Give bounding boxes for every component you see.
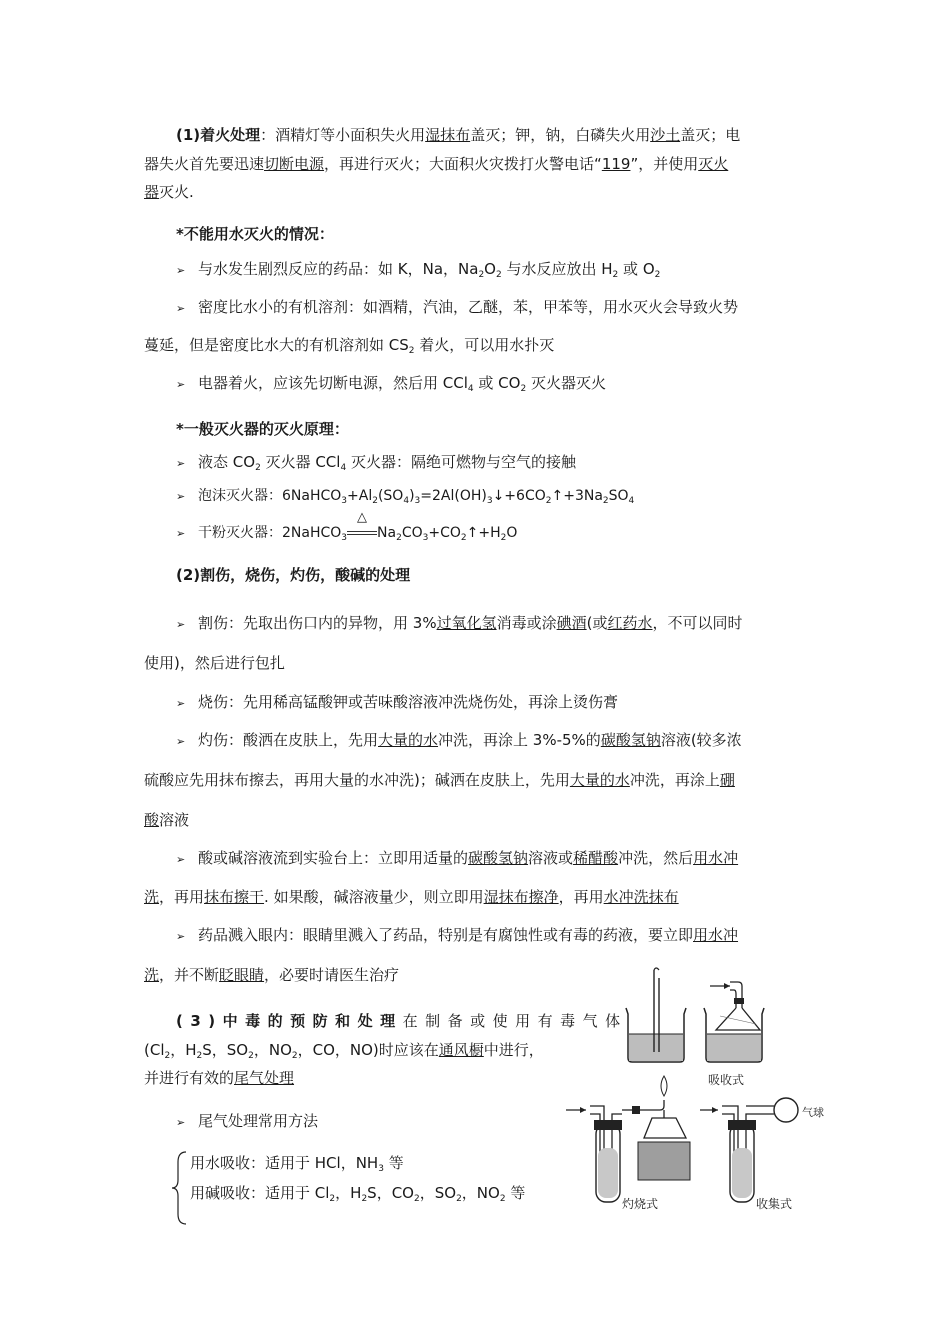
poison-line-3 — [144, 1067, 294, 1089]
subscript: 3 — [341, 533, 348, 543]
subscript: 2 — [499, 1194, 506, 1204]
absorb-label: 吸收式 — [708, 1073, 745, 1087]
underlined-term: 湿抹布 — [425, 126, 471, 144]
extinguisher-heading: *一般灭火器的灭火原理： — [176, 420, 349, 438]
formula: Na — [377, 525, 397, 541]
no-water-item-3 — [176, 372, 606, 396]
underlined-term: 用水冲 — [693, 926, 739, 944]
text: ，H — [170, 1041, 197, 1059]
underlined-term: 灭火 — [698, 155, 729, 173]
underlined-term: 尾气处理 — [234, 1069, 295, 1087]
subscript: 2 — [520, 384, 527, 394]
underlined-term: 水冲洗抹布 — [603, 888, 679, 906]
text: S，CO — [367, 1184, 414, 1202]
fire-handling-line-3 — [144, 181, 194, 203]
curly-brace-icon — [170, 1150, 190, 1226]
text: 酸或碱溶液流到实验台上：立即用适量的 — [198, 849, 469, 867]
subscript: 3 — [414, 496, 421, 506]
text: ，不可以同时 — [652, 614, 743, 632]
text: 与水发生剧烈反应的药品：如 K，Na，Na — [198, 260, 479, 278]
underlined-term: 湿抹布擦净 — [483, 888, 559, 906]
text: 着火，可以用水扑灭 — [414, 336, 555, 354]
text: 或 O — [618, 260, 655, 278]
underlined-term: 碘酒 — [556, 614, 587, 632]
no-water-item-2a — [176, 296, 738, 320]
formula: O — [506, 525, 518, 541]
text: (Cl — [144, 1041, 165, 1059]
subscript: 4 — [467, 384, 474, 394]
text: S，SO — [202, 1041, 249, 1059]
extinguisher-item-1 — [176, 451, 576, 475]
formula: =2Al(OH) — [420, 488, 487, 504]
subscript: 2 — [545, 496, 552, 506]
no-water-item-2b — [144, 334, 554, 356]
subscript: 2 — [612, 270, 619, 280]
spill-line-1 — [176, 847, 738, 871]
absorption-beaker-funnel — [704, 982, 764, 1062]
text: ”，并使用 — [630, 155, 699, 173]
text: 用碱吸收：适用于 Cl — [190, 1184, 330, 1202]
fire-handling-line-2 — [144, 153, 728, 175]
acid-burn-line-2 — [144, 769, 735, 791]
text: 泡沫灭火器： — [198, 488, 282, 504]
underlined-term: 通风橱 — [438, 1041, 484, 1059]
arrow-bullet-icon: ➢ — [176, 618, 186, 631]
subscript: 2 — [164, 1051, 171, 1061]
text: 并进行有效的 — [144, 1069, 235, 1087]
text: 在制备或使用有毒气体 — [402, 1012, 628, 1030]
formula: 2NaHCO — [282, 525, 342, 541]
section-2-heading: (2)割伤，烧伤，灼伤，酸碱的处理 — [176, 566, 411, 584]
section-1-heading: (1)着火处理 — [176, 126, 261, 144]
formula: 6NaHCO — [282, 488, 342, 504]
underlined-term: 切断电源 — [264, 155, 325, 173]
subscript: 2 — [495, 270, 502, 280]
text: ，CO，NO)时应该在 — [297, 1041, 439, 1059]
text: 蔓延，但是密度比水大的有机溶剂如 CS — [144, 336, 409, 354]
acid-burn-line-3 — [144, 809, 189, 831]
text: 等 — [505, 1184, 526, 1202]
subscript: 2 — [291, 1051, 298, 1061]
text: 器失火首先要迅速 — [144, 155, 265, 173]
text: 用水吸收：适用于 HCl，NH — [190, 1154, 379, 1172]
subscript: 2 — [602, 496, 609, 506]
eye-line-2 — [144, 964, 399, 986]
poison-line-2 — [144, 1039, 544, 1061]
underlined-term: 碳酸氢钠 — [600, 731, 661, 749]
text: ，必要时请医生治疗 — [264, 966, 400, 984]
burn-label: 灼烧式 — [622, 1197, 659, 1211]
exhaust-apparatus-figure — [560, 960, 824, 1220]
text: 干粉灭火器： — [198, 525, 282, 541]
formula: ↑+H — [466, 525, 501, 541]
formula: ↓+6CO — [492, 488, 546, 504]
subscript: 2 — [361, 1194, 368, 1204]
text: 冲洗，再涂上 3%-5%的 — [438, 731, 601, 749]
underlined-term: 碳酸氢钠 — [468, 849, 529, 867]
subscript: 2 — [255, 463, 261, 473]
underlined-term: 酸 — [144, 811, 160, 829]
subscript: 2 — [396, 533, 402, 543]
underlined-term: 红药水 — [607, 614, 653, 632]
no-water-item-1 — [176, 258, 660, 282]
underlined-term: 洗 — [144, 888, 160, 906]
eye-line-1 — [176, 924, 738, 948]
cut-line-2: 使用)，然后进行包扎 — [144, 654, 285, 672]
underlined-term: 119 — [601, 155, 631, 173]
text: 冲洗，然后 — [618, 849, 694, 867]
underlined-term: 器 — [144, 183, 160, 201]
text: 溶液 — [159, 811, 190, 829]
subscript: 3 — [378, 1164, 384, 1174]
arrow-bullet-icon: ➢ — [176, 853, 186, 866]
text: O — [484, 260, 496, 278]
text: 烧伤：先用稀高锰酸钾或苦味酸溶液冲洗烧伤处，再涂上烫伤膏 — [198, 693, 619, 711]
underlined-term: 用水冲 — [693, 849, 739, 867]
text: 灼伤：酸洒在皮肤上，先用 — [198, 731, 379, 749]
arrow-bullet-icon: ➢ — [176, 735, 186, 748]
text: ，NO — [461, 1184, 500, 1202]
formula: (SO — [377, 488, 404, 504]
text: 电器着火，应该先切断电源，然后用 CCl — [198, 374, 468, 392]
collect-label: 收集式 — [756, 1197, 793, 1211]
extinguisher-item-2 — [176, 485, 634, 508]
text: 等 — [383, 1154, 404, 1172]
text: ：酒精灯等小面积失火用 — [260, 126, 426, 144]
text: ，并不断 — [159, 966, 220, 984]
subscript: 2 — [456, 1194, 462, 1204]
subscript: 3 — [422, 533, 429, 543]
text: 药品溅入眼内：眼睛里溅入了药品，特别是有腐蚀性或有毒的药液，要立即 — [198, 926, 694, 944]
text: 或 CO — [473, 374, 521, 392]
text: 冲洗，再涂上 — [629, 771, 720, 789]
arrow-bullet-icon: ➢ — [176, 490, 186, 503]
collecting-apparatus — [700, 1098, 798, 1202]
arrow-bullet-icon: ➢ — [176, 527, 186, 540]
arrow-bullet-icon: ➢ — [176, 302, 186, 315]
underlined-term: 稀醋酸 — [573, 849, 619, 867]
text: ，再进行灭火；大面积火灾拨打火警电话“ — [324, 155, 602, 173]
text: ，SO — [419, 1184, 457, 1202]
text: 与水反应放出 H — [501, 260, 613, 278]
base-absorption-line — [190, 1182, 525, 1204]
subscript: 3 — [486, 496, 493, 506]
text: ，H — [335, 1184, 362, 1202]
subscript: 2 — [460, 533, 467, 543]
subscript: 2 — [500, 533, 507, 543]
text: 硫酸应先用抹布擦去，再用大量的水冲洗)；碱洒在皮肤上，先用 — [144, 771, 570, 789]
spill-line-2 — [144, 886, 679, 908]
text: 灭火. — [159, 183, 194, 201]
underlined-term: 硼 — [719, 771, 735, 789]
text: 盖灭；电 — [680, 126, 741, 144]
cut-line-1 — [176, 612, 743, 636]
fire-handling-line-1 — [176, 124, 740, 146]
formula: CO — [401, 525, 423, 541]
burning-apparatus — [566, 1076, 690, 1202]
text: 密度比水小的有机溶剂：如酒精，汽油，乙醚，苯，甲苯等，用水灭火会导致火势 — [198, 298, 739, 316]
exhaust-methods-line — [176, 1110, 318, 1134]
formula: ↑+3Na — [551, 488, 603, 504]
arrow-bullet-icon: ➢ — [176, 697, 186, 710]
text: ，再用 — [159, 888, 205, 906]
heat-icon: △ — [357, 510, 368, 525]
water-absorption-line — [190, 1152, 404, 1174]
underlined-term: 洗 — [144, 966, 160, 984]
text: 灭火器灭火 — [526, 374, 606, 392]
text: 尾气处理常用方法 — [198, 1112, 319, 1130]
subscript: 2 — [372, 496, 378, 506]
no-water-heading: *不能用水灭火的情况： — [176, 225, 334, 243]
arrow-bullet-icon: ➢ — [176, 378, 186, 391]
text: ，再用 — [558, 888, 604, 906]
extinguisher-item-3 — [176, 510, 518, 545]
text: 溶液(较多浓 — [660, 731, 742, 749]
subscript: 4 — [628, 496, 635, 506]
arrow-bullet-icon: ➢ — [176, 264, 186, 277]
underlined-term: 大量的水 — [569, 771, 630, 789]
underlined-term: 眨眼睛 — [219, 966, 265, 984]
underlined-term: 抹布擦干 — [204, 888, 265, 906]
formula: +CO — [428, 525, 461, 541]
subscript: 2 — [408, 346, 415, 356]
underlined-term: 大量的水 — [378, 731, 439, 749]
subscript: 2 — [248, 1051, 254, 1061]
acid-burn-line-1 — [176, 729, 742, 753]
heat-reaction-arrow — [347, 510, 377, 544]
text: 灭火器：隔绝可燃物与空气的接触 — [346, 453, 576, 471]
formula: SO — [608, 488, 629, 504]
text: 盖灭；钾，钠，白磷失火用 — [470, 126, 651, 144]
formula: ) — [409, 488, 415, 504]
subscript: 2 — [654, 270, 661, 280]
underlined-term: 沙土 — [650, 126, 681, 144]
text: . 如果酸，碱溶液量少，则立即用 — [264, 888, 484, 906]
section-3-heading: (3)中毒的预防和处理 — [176, 1012, 403, 1030]
subscript: 3 — [341, 496, 348, 506]
subscript: 4 — [403, 496, 410, 506]
text: 灭火器 CCl — [260, 453, 341, 471]
balloon-label: 气球 — [802, 1106, 824, 1119]
text: 中进行， — [483, 1041, 544, 1059]
burn-line — [176, 691, 618, 715]
text: ，NO — [253, 1041, 292, 1059]
subscript: 2 — [413, 1194, 420, 1204]
text: 消毒或涂 — [496, 614, 557, 632]
arrow-bullet-icon: ➢ — [176, 457, 186, 470]
text: 液态 CO — [198, 453, 256, 471]
underlined-term: 过氧化氢 — [436, 614, 497, 632]
subscript: 2 — [329, 1194, 336, 1204]
subscript: 4 — [340, 463, 347, 473]
arrow-bullet-icon: ➢ — [176, 930, 186, 943]
text: (或 — [586, 614, 608, 632]
subscript: 2 — [478, 270, 485, 280]
text: 割伤：先取出伤口内的异物，用 3% — [198, 614, 437, 632]
formula: +Al — [347, 488, 373, 504]
text: 溶液或 — [528, 849, 574, 867]
absorption-beaker-vertical-tube — [626, 968, 686, 1062]
subscript: 2 — [196, 1051, 203, 1061]
arrow-bullet-icon: ➢ — [176, 1116, 186, 1129]
